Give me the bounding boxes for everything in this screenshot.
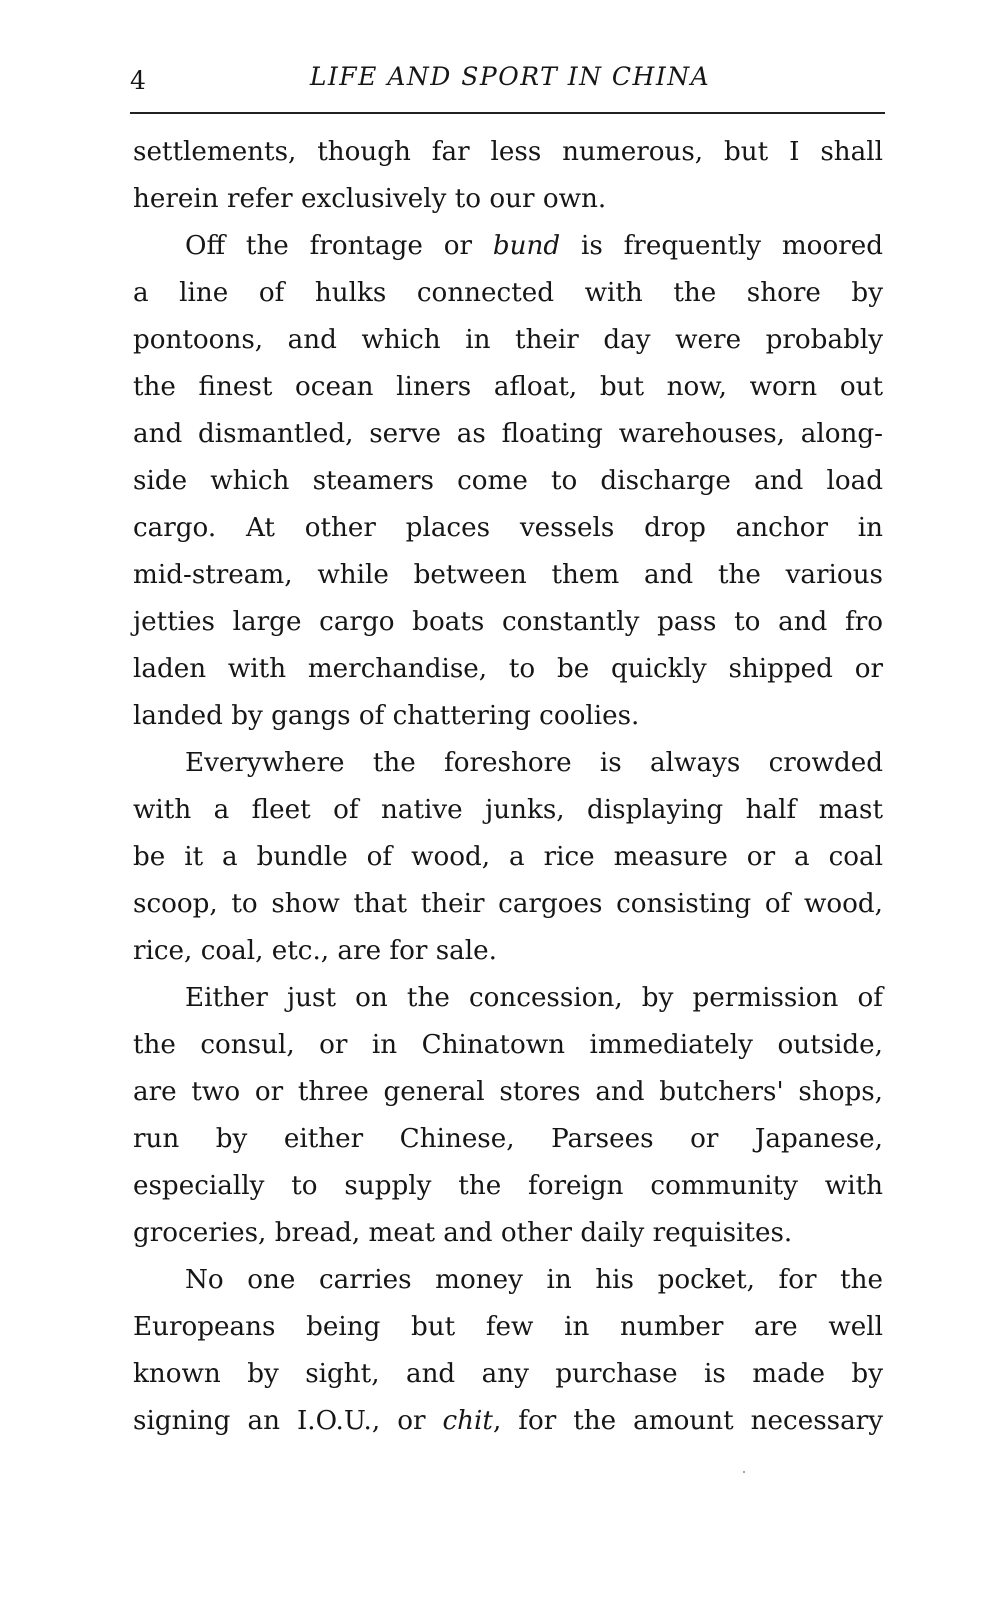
text-line: the finest ocean liners afloat, but now, worn out	[133, 372, 883, 402]
body-text	[133, 129, 883, 1445]
text-run: signing an I.O.U., or	[133, 1406, 443, 1436]
text-line: run by either Chinese, Parsees or Japanese,	[133, 1124, 883, 1154]
text-line: landed by gangs of chattering coolies.	[133, 701, 640, 731]
text-line: mid-stream, while between them and the various	[133, 560, 883, 590]
text-line: are two or three general stores and butchers' shops,	[133, 1077, 883, 1107]
text-line: Either just on the concession, by permission of	[185, 983, 883, 1013]
text-line: rice, coal, etc., are for sale.	[133, 936, 497, 966]
running-head	[130, 62, 885, 102]
paragraph-5	[133, 1257, 883, 1445]
text-line: cargo. At other places vessels drop anchor in	[133, 513, 883, 543]
paragraph-3	[133, 740, 883, 975]
header-rule	[130, 112, 885, 114]
text-line: settlements, though far less numerous, but I shall	[133, 137, 883, 167]
text-run: is frequently moored	[560, 231, 883, 261]
text-line: Europeans being but few in number are well	[133, 1312, 883, 1342]
text-line: be it a bundle of wood, a rice measure or a coal	[133, 842, 883, 872]
paragraph-4	[133, 975, 883, 1257]
text-run: , for the amount necessary	[492, 1406, 883, 1436]
text-line	[133, 1398, 883, 1445]
text-line: known by sight, and any purchase is made by	[133, 1359, 883, 1389]
paragraph-2	[133, 223, 883, 740]
text-run: Off the frontage or	[185, 231, 493, 261]
text-line: a line of hulks connected with the shore by	[133, 278, 883, 308]
italic-term-bund: bund	[492, 231, 561, 261]
text-line: groceries, bread, meat and other daily requisites.	[133, 1218, 793, 1248]
text-line: side which steamers come to discharge and load	[133, 466, 883, 496]
running-title: LIFE AND SPORT IN CHINA	[309, 62, 711, 91]
text-line: pontoons, and which in their day were probably	[133, 325, 883, 355]
text-line: the consul, or in Chinatown immediately outside,	[133, 1030, 883, 1060]
text-line: herein refer exclusively to our own.	[133, 184, 607, 214]
text-line: and dismantled, serve as floating warehouses, along-	[133, 419, 883, 449]
paragraph-1	[133, 129, 883, 223]
text-line	[133, 223, 883, 270]
page-number: 4	[130, 66, 146, 95]
text-line: especially to supply the foreign community with	[133, 1171, 883, 1201]
text-line: laden with merchandise, to be quickly shipped or	[133, 654, 883, 684]
text-line: with a fleet of native junks, displaying half mast	[133, 795, 883, 825]
text-line: No one carries money in his pocket, for the	[185, 1265, 883, 1295]
text-line: Everywhere the foreshore is always crowded	[185, 748, 883, 778]
text-line: scoop, to show that their cargoes consisting of wood,	[133, 889, 883, 919]
scan-speck	[743, 1471, 745, 1473]
text-line: jetties large cargo boats constantly pass to and fro	[133, 607, 883, 637]
italic-term-chit: chit	[442, 1406, 493, 1436]
